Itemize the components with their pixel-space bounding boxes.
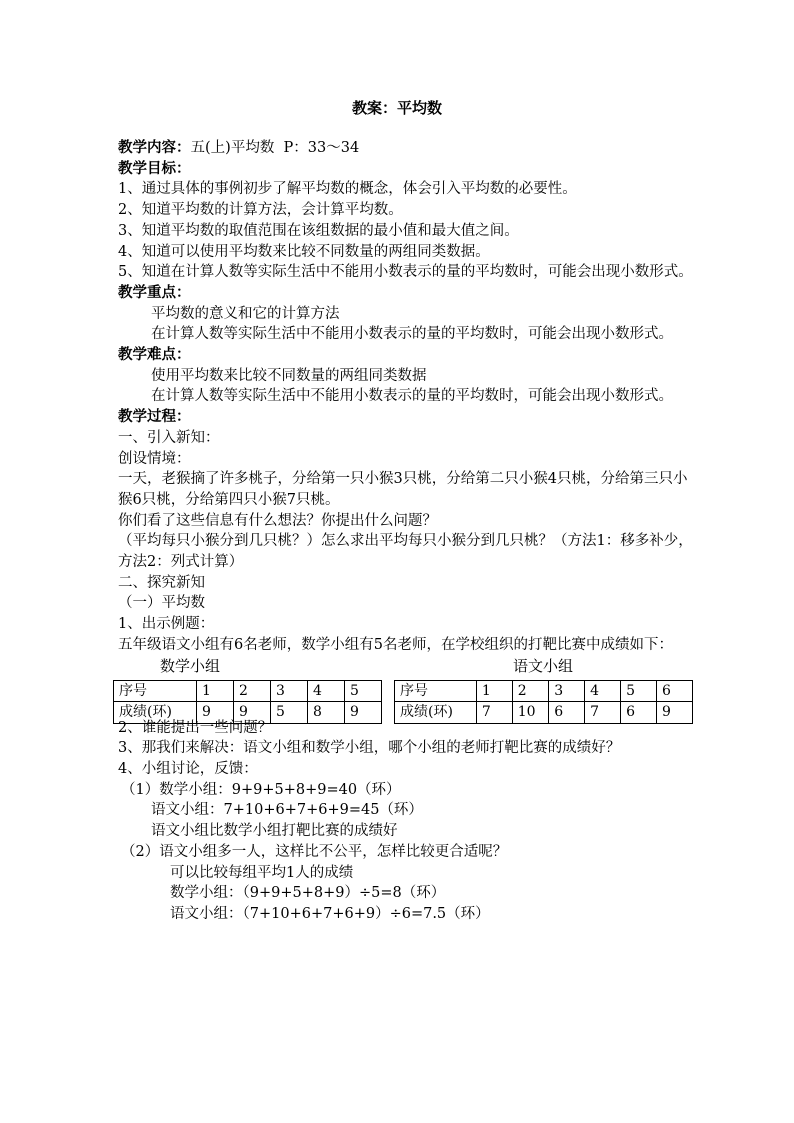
- table-cell: 2: [234, 680, 271, 702]
- process-heading: 教学过程：: [118, 408, 191, 426]
- key-point-item: 在计算人数等实际生活中不能用小数表示的量的平均数时，可能会出现小数形式。: [151, 326, 673, 343]
- process-line: 3、那我们来解决：语文小组和数学小组，哪个小组的老师打靶比赛的成绩好？: [118, 740, 621, 757]
- process-line: 一、引入新知：: [118, 429, 220, 446]
- math-table-caption: 数学小组: [160, 656, 221, 675]
- objective-item: 1、通过具体的事例初步了解平均数的概念，体会引入平均数的必要性。: [118, 181, 577, 198]
- discussion-line: 语文小组：（7+10+6+7+6+9）÷6=7.5（环）: [170, 905, 490, 922]
- key-point-item: 平均数的意义和它的计算方法: [151, 305, 340, 322]
- objective-item: 4、知道可以使用平均数来比较不同数量的两组同类数据。: [118, 243, 490, 260]
- teaching-content-line: [118, 138, 693, 159]
- discussion-line: （1）数学小组：9+9+5+8+9=40（环）: [121, 781, 401, 798]
- process-line: 创设情境：: [118, 450, 191, 467]
- table-cell: 5: [621, 680, 657, 702]
- table-cell: 2: [512, 680, 548, 702]
- table-cell: 6: [657, 680, 693, 702]
- table-cell: 序号: [395, 680, 477, 702]
- table-cell: 6: [621, 702, 657, 724]
- document-title: 教案：平均数: [351, 99, 442, 117]
- table-cell: 9: [234, 702, 271, 724]
- process-line: （平均每只小猴分到几只桃？）怎么求出平均每只小猴分到几只桃？（方法1：移多补少，方法2：列式计算）: [118, 533, 693, 571]
- difficulties-heading: 教学难点：: [118, 346, 191, 364]
- table-cell: 4: [585, 680, 621, 702]
- table-cell: 序号: [114, 680, 197, 702]
- table-row: [395, 680, 693, 702]
- difficulty-item: 使用平均数来比较不同数量的两组同类数据: [151, 367, 427, 384]
- objectives-heading: 教学目标：: [118, 159, 191, 177]
- table-cell: 3: [549, 680, 585, 702]
- discussion-line: 语文小组：7+10+6+7+6+9=45（环）: [151, 802, 423, 819]
- discussion-line: （2）语文小组多一人，这样比不公平，怎样比较更合适呢？: [121, 843, 508, 860]
- teaching-content-value: 五(上)平均数 P：33～34: [190, 140, 360, 156]
- discussion-line: 数学小组：（9+9+5+8+9）÷5=8（环）: [170, 885, 446, 902]
- discussion-line: 语文小组比数学小组打靶比赛的成绩好: [151, 823, 398, 840]
- objective-item: 2、知道平均数的计算方法，会计算平均数。: [118, 202, 403, 219]
- table-cell: 7: [585, 702, 621, 724]
- table-cell: 4: [308, 680, 345, 702]
- difficulty-item: 在计算人数等实际生活中不能用小数表示的量的平均数时，可能会出现小数形式。: [151, 388, 673, 405]
- example-paragraph: 五年级语文小组有6名老师，数学小组有5名老师，在学校组织的打靶比赛中成绩如下：: [118, 636, 673, 653]
- objective-item: 3、知道平均数的取值范围在该组数据的最小值和最大值之间。: [118, 222, 519, 239]
- table-cell: 9: [657, 702, 693, 724]
- process-line: 4、小组讨论，反馈：: [118, 760, 258, 777]
- chinese-table-caption: 语文小组: [513, 656, 574, 675]
- table-cell: 9: [345, 702, 382, 724]
- table-cell: 成绩(环): [395, 702, 477, 724]
- process-line: 二、探究新知: [118, 574, 205, 591]
- table-cell: 7: [476, 702, 512, 724]
- table-cell: 1: [476, 680, 512, 702]
- table-cell: 5: [271, 702, 308, 724]
- lesson-content: [118, 138, 693, 925]
- table-cell: 10: [512, 702, 548, 724]
- score-tables: [118, 656, 693, 721]
- discussion-line: 可以比较每组平均1人的成绩: [170, 864, 354, 881]
- table-cell: 8: [308, 702, 345, 724]
- chinese-score-table: [394, 680, 693, 724]
- table-cell: 1: [197, 680, 234, 702]
- table-row: [395, 702, 693, 724]
- table-cell: 成绩(环): [114, 702, 197, 724]
- section-heading-average: （一）平均数: [118, 595, 205, 612]
- table-row: [114, 702, 382, 724]
- process-line: 1、出示例题：: [118, 616, 215, 633]
- table-cell: 9: [197, 702, 234, 724]
- teaching-content-label: 教学内容：: [118, 139, 191, 156]
- table-cell: 6: [549, 702, 585, 724]
- math-score-table: [113, 680, 382, 724]
- table-cell: 3: [271, 680, 308, 702]
- table-row: [114, 680, 382, 702]
- story-paragraph: 一天，老猴摘了许多桃子，分给第一只小猴3只桃，分给第二只小猴4只桃，分给第三只小猴6只桃，分给第四只小猴7只桃。: [118, 471, 688, 508]
- process-line: 2、谁能提出一些问题？: [118, 719, 273, 736]
- table-cell: 5: [345, 680, 382, 702]
- objective-item: 5、知道在计算人数等实际生活中不能用小数表示的量的平均数时，可能会出现小数形式。: [118, 264, 693, 281]
- key-points-heading: 教学重点：: [118, 283, 191, 301]
- process-line: 你们看了这些信息有什么想法？你提出什么问题？: [118, 512, 437, 529]
